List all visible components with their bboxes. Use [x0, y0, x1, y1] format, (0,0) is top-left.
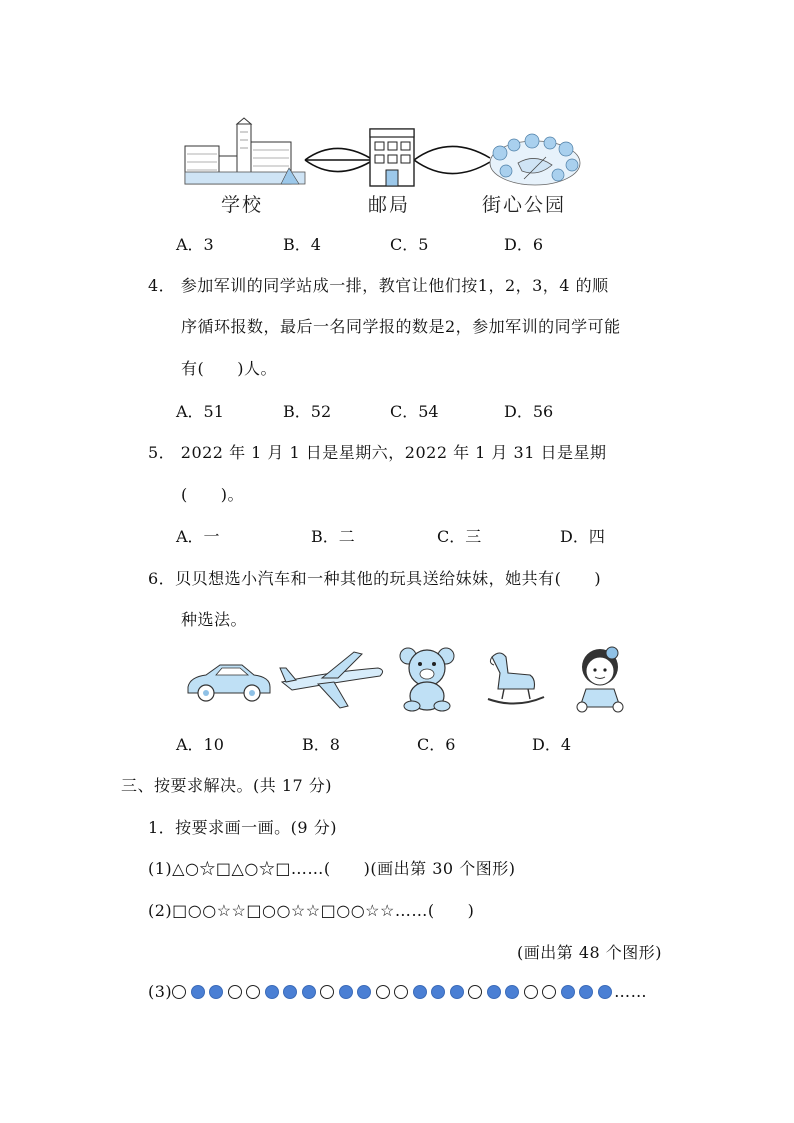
- rocking-horse-icon: [486, 649, 546, 709]
- pattern-3-dots: [172, 981, 616, 1000]
- teddy-bear-icon: [398, 646, 456, 712]
- q4-text-line2: 序循环报数，最后一名同学报的数是2，参加军训的同学可能: [181, 317, 621, 336]
- doll-icon: [572, 645, 628, 713]
- filled-circle-icon: [339, 985, 353, 999]
- q5-text-line2: ( )。: [181, 485, 244, 504]
- q6-option-d[interactable]: D．4: [532, 735, 572, 754]
- pattern-3-ellipsis: ……: [614, 982, 648, 1001]
- school-building-icon: [185, 118, 315, 188]
- hollow-circle-icon: [542, 985, 556, 999]
- filled-circle-icon: [487, 985, 501, 999]
- q5-option-d[interactable]: D．四: [560, 527, 605, 546]
- q4-option-a[interactable]: A．51: [176, 402, 224, 421]
- q6-option-a[interactable]: A．10: [176, 735, 224, 754]
- section-3-heading: 三、按要求解决。(共 17 分): [121, 776, 333, 795]
- filled-circle-icon: [505, 985, 519, 999]
- q3-option-d[interactable]: D．6: [504, 235, 544, 254]
- filled-circle-icon: [283, 985, 297, 999]
- q6-option-c[interactable]: C．6: [417, 735, 456, 754]
- toy-car-icon: [184, 657, 274, 705]
- hollow-circle-icon: [228, 985, 242, 999]
- q5-option-c[interactable]: C．三: [437, 527, 482, 546]
- pattern-3: [148, 981, 647, 1001]
- filled-circle-icon: [265, 985, 279, 999]
- hollow-circle-icon: [320, 985, 334, 999]
- pattern-2-note: (画出第 48 个图形): [517, 943, 663, 962]
- q4-option-c[interactable]: C．54: [390, 402, 439, 421]
- filled-circle-icon: [357, 985, 371, 999]
- label-post-office: 邮局: [368, 194, 411, 216]
- filled-circle-icon: [302, 985, 316, 999]
- filled-circle-icon: [413, 985, 427, 999]
- q4-text-line3: 有( )人。: [181, 359, 277, 378]
- filled-circle-icon: [579, 985, 593, 999]
- filled-circle-icon: [450, 985, 464, 999]
- hollow-circle-icon: [376, 985, 390, 999]
- q5-option-b[interactable]: B．二: [311, 527, 355, 546]
- pattern-2: (2)□○○☆☆□○○☆☆□○○☆☆……( ): [148, 901, 475, 920]
- hollow-circle-icon: [246, 985, 260, 999]
- q6-text-line2: 种选法。: [181, 610, 248, 629]
- filled-circle-icon: [191, 985, 205, 999]
- q6-option-b[interactable]: B．8: [302, 735, 340, 754]
- hollow-circle-icon: [524, 985, 538, 999]
- label-park: 街心公园: [482, 194, 567, 216]
- q4-text-line1: 4． 参加军训的同学站成一排，教官让他们按1，2，3，4 的顺: [148, 276, 609, 295]
- park-icon: [488, 133, 583, 188]
- post-office-icon: [369, 128, 415, 188]
- pattern-1: (1)△○☆□△○☆□……( )(画出第 30 个图形): [148, 859, 516, 878]
- filled-circle-icon: [598, 985, 612, 999]
- q6-text-line1: 6．贝贝想选小汽车和一种其他的玩具送给妹妹，她共有( ): [148, 569, 602, 588]
- label-school: 学校: [221, 194, 264, 216]
- q4-option-b[interactable]: B．52: [283, 402, 332, 421]
- filled-circle-icon: [561, 985, 575, 999]
- q4-option-d[interactable]: D．56: [504, 402, 554, 421]
- hollow-circle-icon: [468, 985, 482, 999]
- q5-text-line1: 5． 2022 年 1 月 1 日是星期六，2022 年 1 月 31 日是星期: [148, 443, 607, 462]
- toy-airplane-icon: [278, 648, 386, 710]
- q3-option-b[interactable]: B．4: [283, 235, 321, 254]
- pattern-3-prefix: (3): [148, 982, 173, 1001]
- section-3-item-1: 1．按要求画一画。(9 分): [148, 818, 337, 837]
- q3-option-a[interactable]: A．3: [176, 235, 214, 254]
- q3-option-c[interactable]: C．5: [390, 235, 429, 254]
- q5-option-a[interactable]: A．一: [176, 527, 220, 546]
- hollow-circle-icon: [394, 985, 408, 999]
- hollow-circle-icon: [172, 985, 186, 999]
- filled-circle-icon: [209, 985, 223, 999]
- filled-circle-icon: [431, 985, 445, 999]
